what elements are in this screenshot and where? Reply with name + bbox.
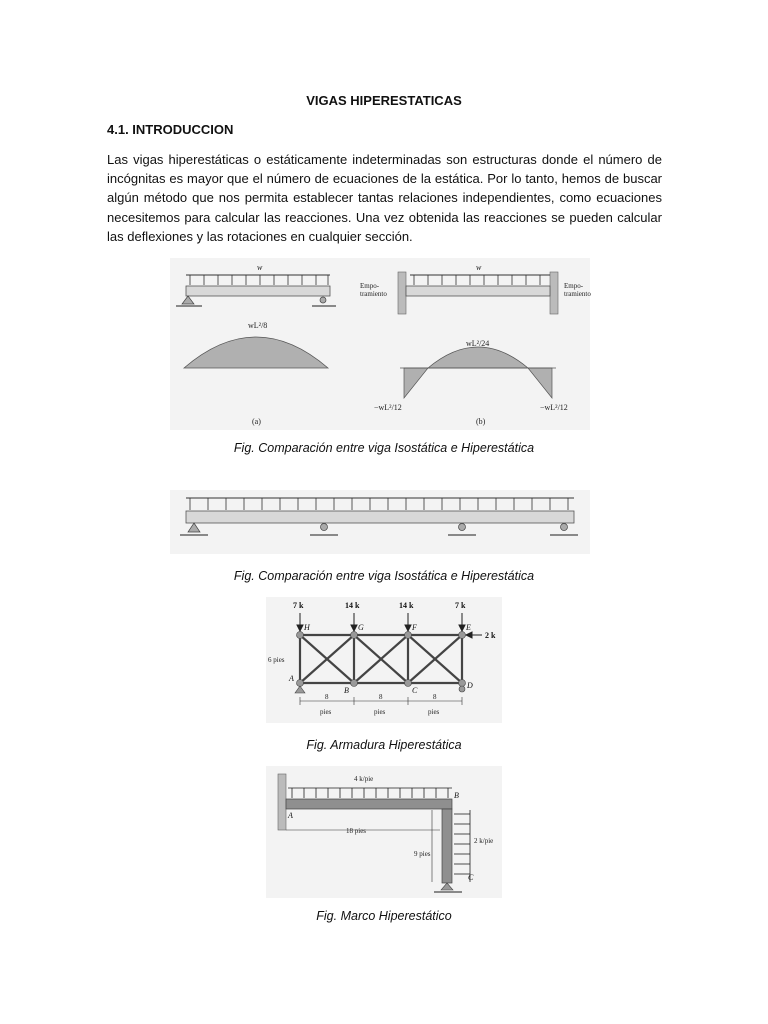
span-2-value: 8 bbox=[379, 693, 383, 701]
section-heading: 4.1. INTRODUCCION bbox=[107, 122, 234, 137]
fixed-label-right: Empo-tramiento bbox=[564, 282, 591, 298]
load-e: 7 k bbox=[455, 601, 466, 610]
load-label-b: w bbox=[476, 263, 482, 272]
figure-beam-comparison bbox=[170, 258, 590, 430]
sub-label-b: (b) bbox=[476, 417, 486, 426]
column-height-label: 9 pies bbox=[414, 850, 431, 858]
moment-a-label: wL²/8 bbox=[248, 321, 268, 330]
span-3-value: 8 bbox=[433, 693, 437, 701]
node-f: F bbox=[412, 623, 417, 632]
load-g: 14 k bbox=[345, 601, 360, 610]
node-d: D bbox=[467, 681, 473, 690]
horizontal-load: 2 k bbox=[485, 631, 496, 640]
moment-b-right-label: −wL²/12 bbox=[540, 403, 568, 412]
span-1-unit: pies bbox=[320, 708, 332, 716]
node-h: H bbox=[304, 623, 310, 632]
frame-beam bbox=[286, 799, 452, 809]
fixed-wall bbox=[278, 774, 286, 830]
figure4-caption: Fig. Marco Hiperestático bbox=[316, 909, 452, 923]
frame-node-c: C bbox=[468, 873, 474, 882]
lateral-load-label: 2 k/pie bbox=[474, 837, 494, 845]
span-2-unit: pies bbox=[374, 708, 386, 716]
node-b: B bbox=[344, 686, 349, 695]
intro-paragraph: Las vigas hiperestáticas o estáticamente indeterminadas son estructuras donde el número de incógnitas es mayor que el número de ecuaciones de la estática. Por lo tanto, hemos de buscar algún método que nos permita establecer tantas relaciones independientes, como ecuaciones necesitemos para calcular las reacciones. Una vez obtenida las reacciones se pueden calcular las deflexiones y las rotaciones en cualquier sección. bbox=[107, 152, 662, 244]
continuous-beam bbox=[186, 511, 574, 523]
figure3-caption: Fig. Armadura Hiperestática bbox=[306, 738, 462, 752]
height-label: 6 pies bbox=[268, 656, 285, 664]
figure-frame bbox=[266, 766, 502, 898]
load-label-a: w bbox=[257, 263, 263, 272]
frame-node-b: B bbox=[454, 791, 459, 800]
sub-label-a: (a) bbox=[252, 417, 261, 426]
node-g: G bbox=[358, 623, 364, 632]
moment-b-left-label: −wL²/12 bbox=[374, 403, 402, 412]
figure2-caption: Fig. Comparación entre viga Isostática e Hiperestática bbox=[233, 569, 535, 583]
figure-truss bbox=[266, 597, 502, 723]
span-3-unit: pies bbox=[428, 708, 440, 716]
page-title: VIGAS HIPERESTATICAS bbox=[306, 93, 462, 108]
figure1-caption: Fig. Comparación entre viga Isostática e Hiperestática bbox=[233, 441, 535, 455]
beam-length-label: 18 pies bbox=[346, 827, 367, 835]
node-c: C bbox=[412, 686, 418, 695]
fixed-label-left: Empo-tramiento bbox=[360, 282, 387, 298]
load-f: 14 k bbox=[399, 601, 414, 610]
node-e: E bbox=[466, 623, 471, 632]
frame-node-a: A bbox=[288, 811, 293, 820]
span-1-value: 8 bbox=[325, 693, 329, 701]
distributed-load-label: 4 k/pie bbox=[354, 775, 374, 783]
load-h: 7 k bbox=[293, 601, 304, 610]
figure-continuous-beam bbox=[170, 490, 590, 554]
frame-column bbox=[442, 809, 452, 883]
node-a: A bbox=[289, 674, 294, 683]
moment-b-mid-label: wL²/24 bbox=[466, 339, 490, 348]
